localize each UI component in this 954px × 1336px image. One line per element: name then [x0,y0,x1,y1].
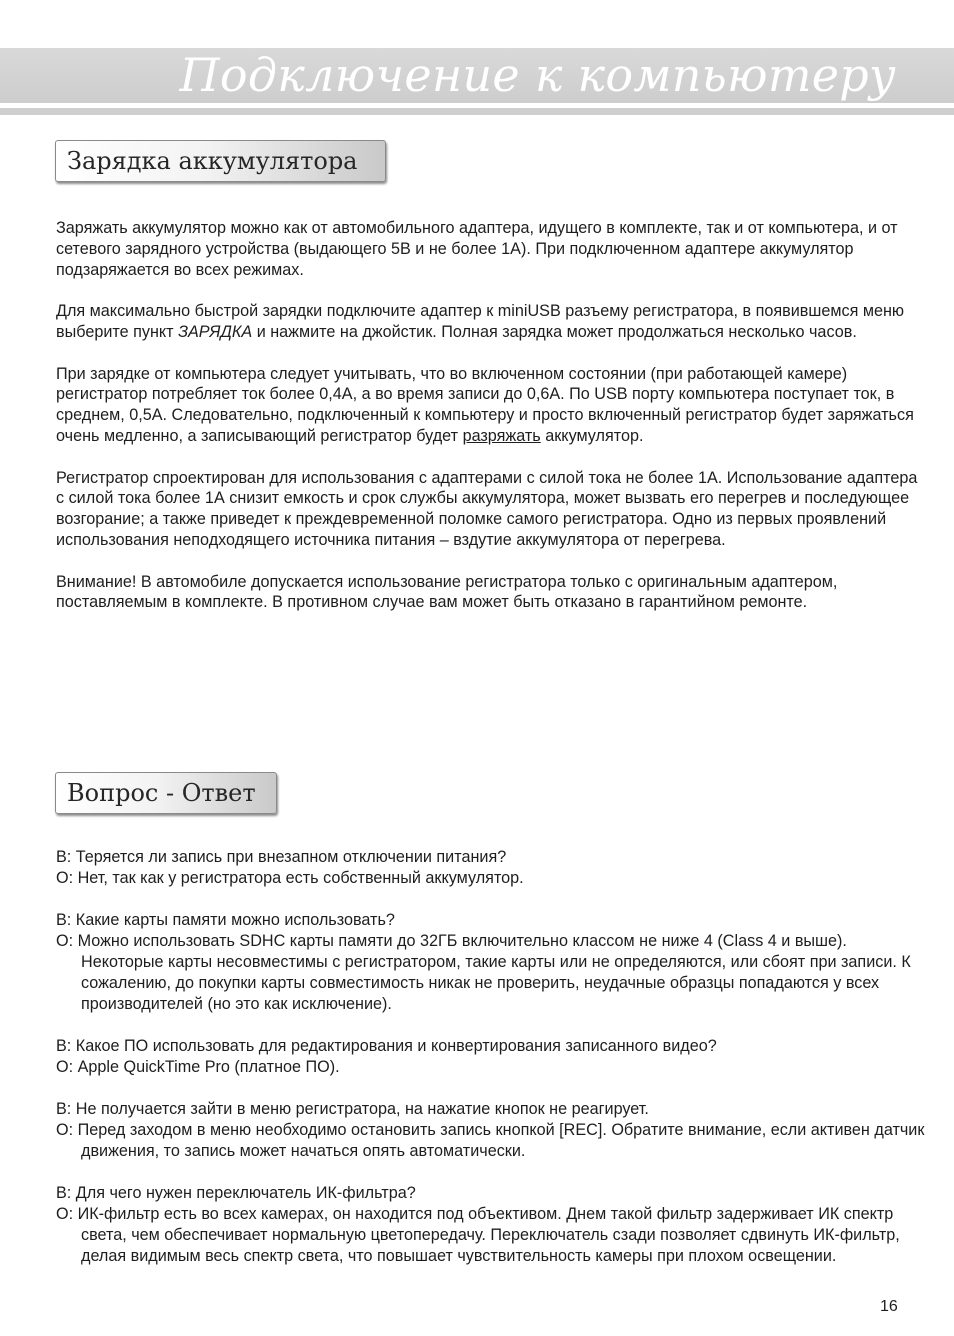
header-divider [0,108,954,115]
charging-paragraph-3-text: При зарядке от компьютера следует учитывать, что во включенном состоянии (при работающей камере) регистратор потребляет ток более 0,4А, а во время записи до 0,6А. По USB порту компьютера поступает ток, в среднем, 0,5А. Следовательно, подключенный к компьютеру и просто включенный регистратор будет заряжаться очень медленно, а записывающий регистратор будет [56,364,914,445]
section-header-faq [55,772,277,814]
charging-paragraph-3 [56,364,918,447]
faq-answer: О: Перед заходом в меню необходимо остановить запись кнопкой [REC]. Обратите внимание, если активен датчик движения, то запись может начаться опять автоматически. [56,1121,925,1160]
faq-answer: О: Нет, так как у регистратора есть собственный аккумулятор. [56,869,524,887]
charging-underlined-word: разряжать [462,426,541,445]
faq-question: В: Какие карты памяти можно использовать? [56,911,395,929]
page-title: Подключение к компьютеру [179,48,896,102]
faq-question: В: Теряется ли запись при внезапном отключении питания? [56,848,507,866]
faq-item [56,910,928,1015]
section-header-charging [55,140,386,182]
section-title-charging: Зарядка аккумулятора [67,147,358,175]
charging-paragraph-2 [56,301,918,343]
faq-question: В: Какое ПО использовать для редактирования и конвертирования записанного видео? [56,1037,717,1055]
charging-paragraph-4: Регистратор спроектирован для использования с адаптерами с силой тока не более 1А. Использование адаптера с силой тока более 1А снизит емкость и срок службы аккумулятора, может вызвать его перегрев и последующее возгорание; а также приведет к преждевременной поломке самого регистратора. Одно из первых проявлений использования неподходящего источника питания – вздутие аккумулятора от перегрева. [56,468,918,549]
page-number: 16 [880,1298,898,1315]
faq-item [56,1099,928,1162]
charging-paragraph-1: Заряжать аккумулятор можно как от автомобильного адаптера, идущего в комплекте, так и от компьютера, и от сетевого зарядного устройства (выдающего 5В и не более 1А). При подключенном адаптере аккумулятор подзаряжается во всех режимах. [56,219,898,279]
charging-paragraph-2-end: и нажмите на джойстик. Полная зарядка может продолжаться несколько часов. [252,322,857,341]
faq-list [56,847,928,1288]
faq-answer: О: Можно использовать SDHC карты памяти до 32ГБ включительно классом не ниже 4 (Class 4 и выше). Некоторые карты несовместимы с регистратором, такие карты или не определяются, или сбоят при записи. К сожалению, до покупки карты совместимость никак не проверить, неудачные образцы попадаются у всех производителей (но это как исключение). [56,932,911,1013]
charging-paragraph-2-text: Для максимально быстрой зарядки подключите адаптер к miniUSB разъему регистратора, в появившемся меню выберите пункт [56,302,905,341]
faq-item [56,1183,928,1267]
charging-warning-paragraph: Внимание! В автомобиле допускается использование регистратора только с оригинальным адаптером, поставляемым в комплекте. В противном случае вам может быть отказано в гарантийном ремонте. [56,572,838,612]
faq-question: В: Для чего нужен переключатель ИК-фильтра? [56,1184,416,1202]
charging-paragraph-3-end: аккумулятор. [540,426,644,445]
charging-menu-item-name: ЗАРЯДКА [178,322,253,341]
section-title-faq: Вопрос - Ответ [67,779,256,807]
faq-item [56,1036,928,1078]
faq-item [56,847,928,889]
faq-question: В: Не получается зайти в меню регистратора, на нажатие кнопок не реагирует. [56,1100,649,1118]
faq-answer: О: Apple QuickTime Pro (платное ПО). [56,1058,340,1076]
faq-answer: О: ИК-фильтр есть во всех камерах, он находится под объективом. Днем такой фильтр задерживает ИК спектр света, чем обеспечивает нормальную цветопередачу. Переключатель сзади позволяет сдвинуть ИК-фильтр, делая видимым весь спектр света, что повышает чувствительность камеры при плохом освещении. [56,1205,900,1265]
charging-text [56,218,918,613]
